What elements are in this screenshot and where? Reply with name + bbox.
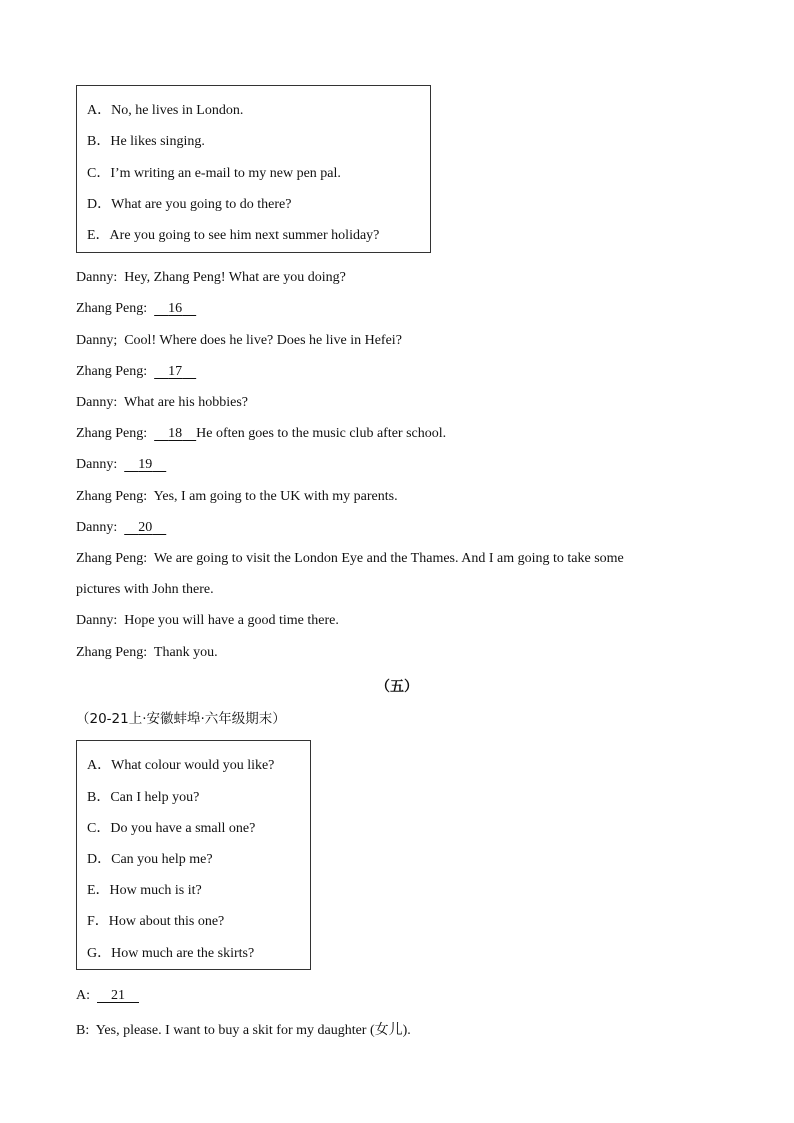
option-b: B．Can I help you? xyxy=(87,790,200,805)
dialogue-line xyxy=(76,426,446,442)
answer-blank-19[interactable]: 19 xyxy=(138,457,153,472)
option-f: F．How about this one? xyxy=(87,914,225,929)
option-e: E．Are you going to see him next summer holiday? xyxy=(87,228,380,243)
speaker: Danny: xyxy=(76,613,118,628)
chinese-gloss: 女儿 xyxy=(374,1022,403,1038)
answer-blank-17[interactable]: 17 xyxy=(168,364,183,379)
dialogue-line xyxy=(76,551,624,567)
speaker: Danny: xyxy=(76,270,118,285)
dialogue-line xyxy=(76,457,166,473)
line-text: We are going to visit the London Eye and the Thames. And I am going to take some xyxy=(153,551,624,566)
answer-blank-21[interactable]: 21 xyxy=(111,988,125,1003)
option-d: D．Can you help me? xyxy=(87,852,213,867)
answer-blank-16[interactable]: 16 xyxy=(168,301,183,316)
dialogue-line xyxy=(76,333,402,349)
speaker: Danny; xyxy=(76,333,118,348)
line-text: Thank you. xyxy=(153,645,218,660)
dialogue-line xyxy=(76,520,166,536)
option-c: C．I’m writing an e-mail to my new pen pal. xyxy=(87,166,341,181)
dialogue-line xyxy=(76,364,196,380)
option-b: B．He likes singing. xyxy=(87,134,205,149)
options-box-section4 xyxy=(76,85,431,253)
dialogue-line-continued xyxy=(76,582,214,598)
speaker: Danny: xyxy=(76,457,118,472)
option-g: G．How much are the skirts? xyxy=(87,946,255,961)
speaker: Danny: xyxy=(76,520,118,535)
option-c: C．Do you have a small one? xyxy=(87,821,256,836)
dialogue-line xyxy=(76,301,196,317)
section-heading: （五） xyxy=(376,679,418,695)
speaker: B: xyxy=(76,1023,90,1038)
line-text: What are his hobbies? xyxy=(123,395,248,410)
option-a: A．No, he lives in London. xyxy=(87,103,244,118)
line-text: pictures with John there. xyxy=(76,582,214,597)
speaker: Zhang Peng: xyxy=(76,301,148,316)
options-box-section5 xyxy=(76,740,311,970)
answer-blank-18[interactable]: 18 xyxy=(168,426,183,441)
speaker: Zhang Peng: xyxy=(76,551,148,566)
dialogue-line xyxy=(76,489,398,505)
line-text: Yes, I am going to the UK with my parents. xyxy=(153,489,398,504)
option-d: D．What are you going to do there? xyxy=(87,197,292,212)
dialogue-line xyxy=(76,1019,411,1039)
speaker: Zhang Peng: xyxy=(76,645,148,660)
dialogue-line xyxy=(76,270,346,286)
speaker: A: xyxy=(76,988,90,1003)
answer-blank-20[interactable]: 20 xyxy=(138,520,153,535)
dialogue-line xyxy=(76,613,339,629)
option-e: E．How much is it? xyxy=(87,883,202,898)
speaker: Zhang Peng: xyxy=(76,489,148,504)
source-note: （20-21上·安徽蚌埠·六年级期末） xyxy=(76,711,286,727)
speaker: Zhang Peng: xyxy=(76,364,148,379)
dialogue-line xyxy=(76,988,139,1004)
line-text: He often goes to the music club after school. xyxy=(196,426,447,441)
line-text: Cool! Where does he live? Does he live in Hefei? xyxy=(124,333,402,348)
line-text: Hope you will have a good time there. xyxy=(124,613,339,628)
line-text: Hey, Zhang Peng! What are you doing? xyxy=(124,270,346,285)
dialogue-line xyxy=(76,645,218,661)
line-text-end: ). xyxy=(402,1023,411,1038)
dialogue-line xyxy=(76,395,248,411)
speaker: Danny: xyxy=(76,395,118,410)
speaker: Zhang Peng: xyxy=(76,426,148,441)
line-text: Yes, please. I want to buy a skit for my daughter ( xyxy=(95,1023,375,1038)
option-a: A．What colour would you like? xyxy=(87,758,275,773)
